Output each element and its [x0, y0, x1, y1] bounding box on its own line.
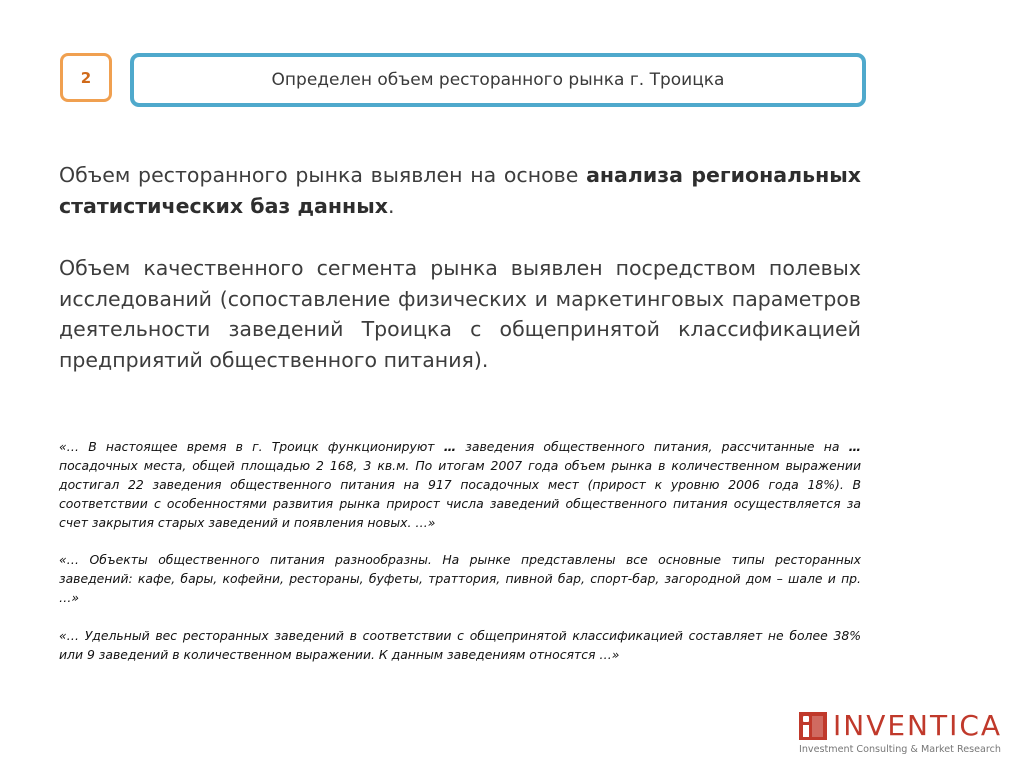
slide-title-box	[130, 53, 866, 107]
paragraph-statistics-bold: анализа региональных статистических баз данных	[59, 163, 861, 218]
step-number-badge	[60, 53, 112, 102]
quote-market-volume-text-3: посадочных места, общей площадью 2 168, 3 кв.м. По итогам 2007 года объем рынка в количественном выражении достигал 22 заведения общественного питания на 917 посадочных мест (прирост к уровню 2006 года 18%). В соответствии с особенностями развития рынка прирост числа заведений общественного питания осуществляется за счет закрытия старых заведений и появления новых. …»	[59, 458, 861, 530]
paragraph-statistics-text: Объем ресторанного рынка выявлен на основе	[59, 163, 587, 187]
step-number: 2	[80, 68, 92, 87]
logo-name: INVENTICA	[833, 709, 1003, 742]
quote-market-volume-bold-2: …	[848, 439, 861, 454]
quote-market-volume-bold-1: …	[443, 439, 457, 454]
paragraph-statistics-end: .	[387, 193, 395, 218]
quote-market-volume-text-1: «… В настоящее время в г. Троицк функционируют	[59, 439, 444, 454]
quote-restaurant-share: «… Удельный вес ресторанных заведений в соответствии с общепринятой классификацией составляет не более 38% или 9 заведений в количественном выражении. К данным заведениям относятся …»	[59, 628, 861, 662]
slide-title: Определен объем ресторанного рынка г. Троицка	[271, 70, 725, 90]
inventica-logo-icon	[799, 712, 827, 740]
inventica-logo	[799, 709, 1014, 758]
quote-venue-types: «… Объекты общественного питания разнообразны. На рынке представлены все основные типы ресторанных заведений: кафе, бары, кофейни, рестораны, буфеты, траттория, пивной бар, спорт-бар, загородной дом – шале и пр. …»	[59, 552, 861, 605]
logo-tagline: Investment Consulting & Market Research	[799, 744, 1001, 755]
paragraph-statistics	[59, 160, 861, 221]
quote-market-volume-text-2: заведения общественного питания, рассчитанные на	[456, 439, 849, 454]
quote-market-volume	[59, 437, 861, 532]
paragraph-field-research: Объем качественного сегмента рынка выявлен посредством полевых исследований (сопоставление физических и маркетинговых параметров деятельности заведений Троицка с общепринятой классификацией предприятий общественного питания).	[59, 256, 861, 372]
